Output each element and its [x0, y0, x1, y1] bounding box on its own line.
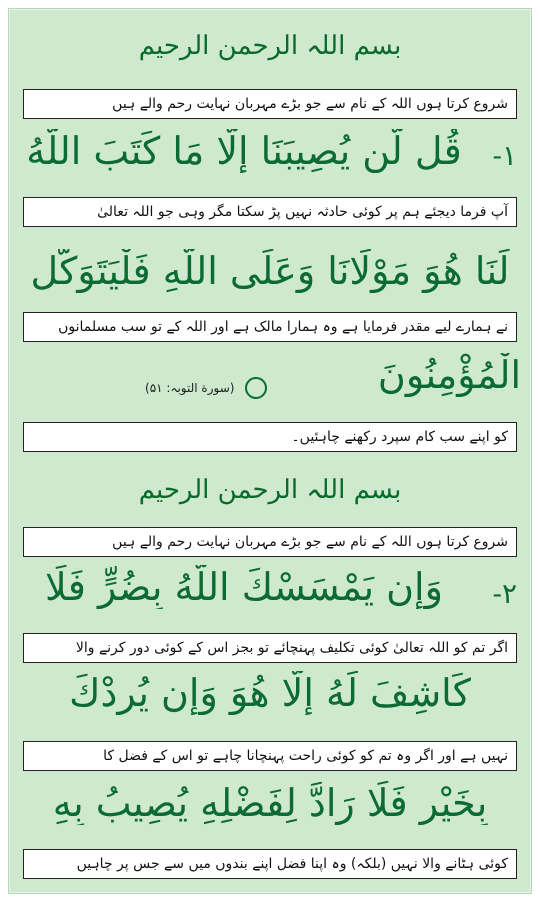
urdu-line-2-1: اگر تم کو اللہ تعالیٰ کوئی تکلیف پہنچائے تو بجز اس کے کوئی دور کرنے والا	[23, 633, 517, 663]
ayah-end-marker	[245, 377, 267, 399]
urdu-line-1-1: آپ فرما دیجئے ہم پر کوئی حادثہ نہیں پڑ سکتا مگر وہی جو اللہ تعالیٰ	[23, 197, 517, 227]
urdu-line-1-3: کو اپنے سب کام سپرد رکھنے چاہئیں۔	[23, 422, 517, 452]
arabic-line-1-3: الْمُؤْمِنُونَ	[377, 353, 521, 397]
arabic-line-2-1: وَإِن يَمْسَسْكَ اللَّهُ بِضُرٍّ فَلَا	[45, 565, 443, 609]
urdu-line-2-2: نہیں ہے اور اگر وہ تم کو کوئی راحت پہنچانا چاہے تو اس کے فضل کا	[23, 741, 517, 771]
translation-header-2: شروع کرتا ہوں اللہ کے نام سے جو بڑے مہربان نہایت رحم والے ہیں	[23, 527, 517, 557]
translation-header-1: شروع کرتا ہوں اللہ کے نام سے جو بڑے مہربان نہایت رحم والے ہیں	[23, 89, 517, 119]
quran-page	[8, 8, 532, 894]
bismillah-calligraphy-1: بسم اللہ الرحمن الرحیم	[138, 31, 402, 61]
verse-number-2: ۲-	[492, 577, 517, 610]
urdu-line-2-3: کوئی ہٹانے والا نہیں (بلکہ) وہ اپنا فضل اپنے بندوں میں سے جس پر چاہیں	[23, 849, 517, 879]
arabic-line-1-1: قُل لَّن يُصِيبَنَا إِلَّا مَا كَتَبَ اللَّهُ	[26, 129, 462, 173]
arabic-line-2-3: بِخَيْرٍ فَلَا رَادَّ لِفَضْلِهِ يُصِيبُ بِهِ	[52, 781, 488, 825]
arabic-line-2-2: كَاشِفَ لَهُ إِلَّا هُوَ وَإِن يُرِدْكَ	[69, 671, 471, 715]
arabic-line-1-2: لَنَا هُوَ مَوْلَانَا وَعَلَى اللَّهِ فَلْيَتَوَكَّلِ	[30, 249, 510, 293]
urdu-line-1-2: نے ہمارے لیے مقدر فرمایا ہے وہ ہمارا مالک ہے اور اللہ کے تو سب مسلمانوں	[23, 312, 517, 342]
bismillah-calligraphy-2: بسم اللہ الرحمن الرحیم	[138, 475, 402, 505]
verse-number-1: ۱-	[492, 139, 517, 172]
surah-reference: (سورة التوبہ: ۵۱)	[145, 381, 235, 395]
